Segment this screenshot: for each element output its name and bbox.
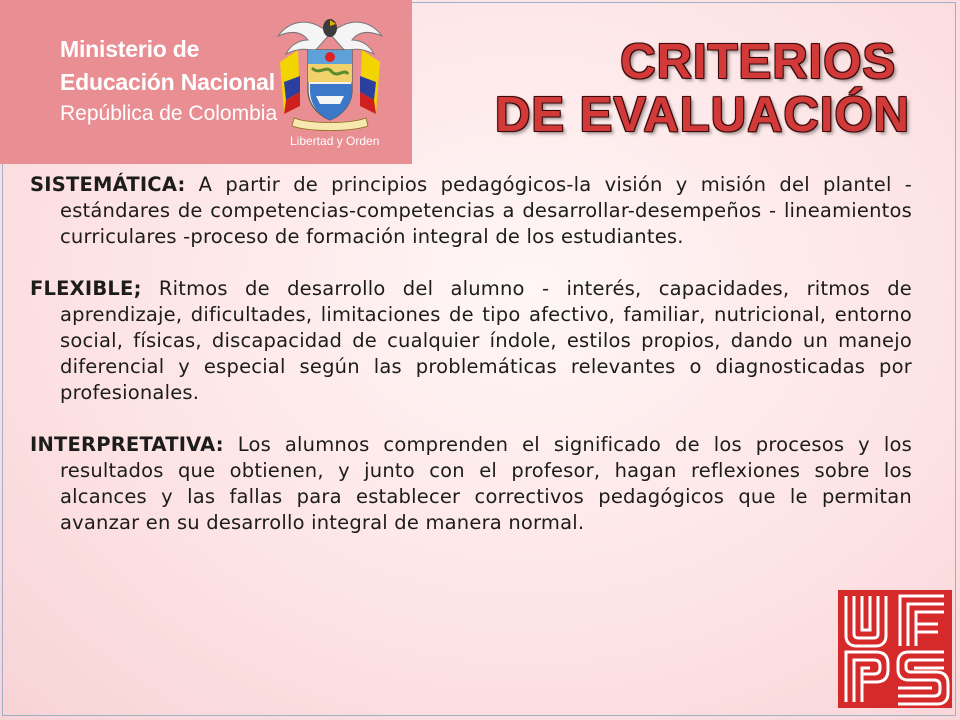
ministry-name-line2: Educación Nacional — [60, 69, 275, 95]
criterion-term: FLEXIBLE; — [30, 277, 142, 300]
ministry-name-line3: República de Colombia — [60, 102, 278, 125]
title-line1: CRITERIOS — [620, 35, 896, 89]
criterion-text: Los alumnos comprenden el significado de los procesos y los resultados que obtienen, y junto con el profesor, hagan reflexiones sobre los alcances y las fallas para establecer correctivos pedagógicos que le permitan avanzar en su desarrollo integral de manera normal. — [60, 433, 912, 534]
colombia-coat-of-arms-icon — [270, 6, 390, 132]
ministry-name-line1: Ministerio de — [60, 36, 200, 62]
criterion-term: INTERPRETATIVA: — [30, 433, 224, 456]
criterion-text: Ritmos de desarrollo del alumno - interés, capacidades, ritmos de aprendizaje, dificultades, limitaciones de tipo afectivo, familiar, nutricional, entorno social, físicas, discapacidad de cualquier índole, estilos propios, dando un manejo diferencial y especial según las problemáticas relevantes o diagnosticadas por profesionales. — [60, 277, 912, 404]
criterion-sistematica — [30, 172, 912, 250]
criterion-text: A partir de principios pedagógicos-la visión y misión del plantel - estándares de competencias-competencias a desarrollar-desempeños - lineamientos curriculares -proceso de formación integral de los estudiantes. — [60, 173, 912, 248]
ufps-logo-icon — [838, 590, 952, 708]
slide-title — [495, 36, 910, 142]
title-line2: DE EVALUACIÓN — [494, 88, 910, 142]
criteria-list — [30, 172, 912, 562]
criterion-flexible — [30, 276, 912, 406]
criterion-interpretativa — [30, 432, 912, 536]
criterion-term: SISTEMÁTICA: — [30, 173, 186, 196]
ministry-header — [0, 0, 412, 164]
ministry-motto: Libertad y Orden — [290, 134, 380, 148]
